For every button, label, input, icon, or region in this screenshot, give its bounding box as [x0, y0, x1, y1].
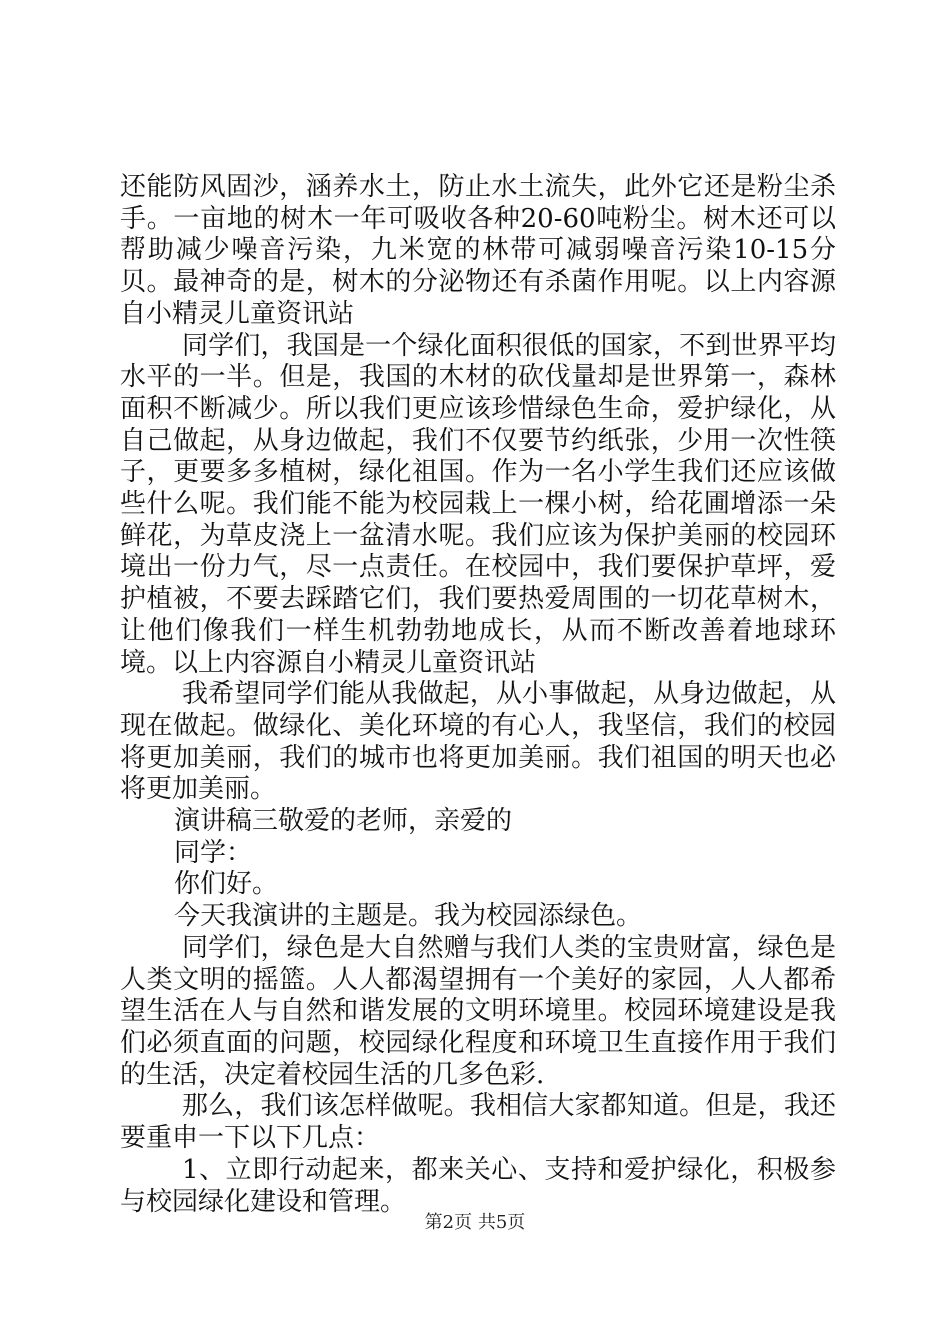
- paragraph-national-greening: 同学们，我国是一个绿化面积很低的国家，不到世界平均水平的一半。但是，我国的木材的砍伐量却是世界第一，森林面积不断减少。所以我们更应该珍惜绿色生命，爱护绿化，从自己做起，从身边做起，我们不仅要节约纸张，少用一次性筷子，更要多多植树，绿化祖国。作为一名小学生我们还应该做些什么呢。我们能不能为校园栽上一棵小树，给花圃增添一朵鲜花，为草皮浇上一盆清水呢。我们应该为保护美丽的校园环境出一份力气，尽一点责任。在校园中，我们要保护草坪，爱护植被，不要去踩踏它们，我们要热爱周围的一切花草树木，让他们像我们一样生机勃勃地成长，从而不断改善着地球环境。以上内容源自小精灵儿童资讯站: [120, 330, 836, 678]
- page-footer: [0, 1212, 950, 1234]
- paragraph-point-one: 1、立即行动起来，都来关心、支持和爱护绿化，积极参与校园绿化建设和管理。: [120, 1154, 836, 1217]
- paragraph-speech-three-heading: 演讲稿三敬爱的老师，亲爱的: [174, 806, 513, 837]
- page-number: 第2页 共5页: [424, 1212, 526, 1233]
- paragraph-classmates: 同学：: [174, 837, 253, 868]
- paragraph-green-wealth: 同学们，绿色是大自然赠与我们人类的宝贵财富，绿色是人类文明的摇篮。人人都渴望拥有一个美好的家园，人人都希望生活在人与自然和谐发展的文明环境里。校园环境建设是我们必须直面的问题，校园绿化程度和环境卫生直接作用于我们的生活，决定着校园生活的几多色彩.: [120, 932, 836, 1090]
- paragraph-trees-benefits: 还能防风固沙，涵养水土，防止水土流失，此外它还是粉尘杀手。一亩地的树木一年可吸收各种20-60吨粉尘。树木还可以帮助减少噪音污染，九米宽的林带可减弱噪音污染10-15分贝。最神奇的是，树木的分泌物还有杀菌作用呢。以上内容源自小精灵儿童资讯站: [120, 172, 836, 329]
- paragraph-greeting: 你们好。: [174, 869, 279, 900]
- paragraph-topic: 今天我演讲的主题是。我为校园添绿色。: [174, 901, 643, 932]
- paragraph-what-to-do: 那么，我们该怎样做呢。我相信大家都知道。但是，我还要重申一下以下几点：: [120, 1091, 836, 1154]
- document-body: [120, 172, 836, 1218]
- paragraph-hope: 我希望同学们能从我做起，从小事做起，从身边做起，从现在做起。做绿化、美化环境的有心人，我坚信，我们的校园将更加美丽，我们的城市也将更加美丽。我们祖国的明天也必将更加美丽。: [120, 679, 836, 805]
